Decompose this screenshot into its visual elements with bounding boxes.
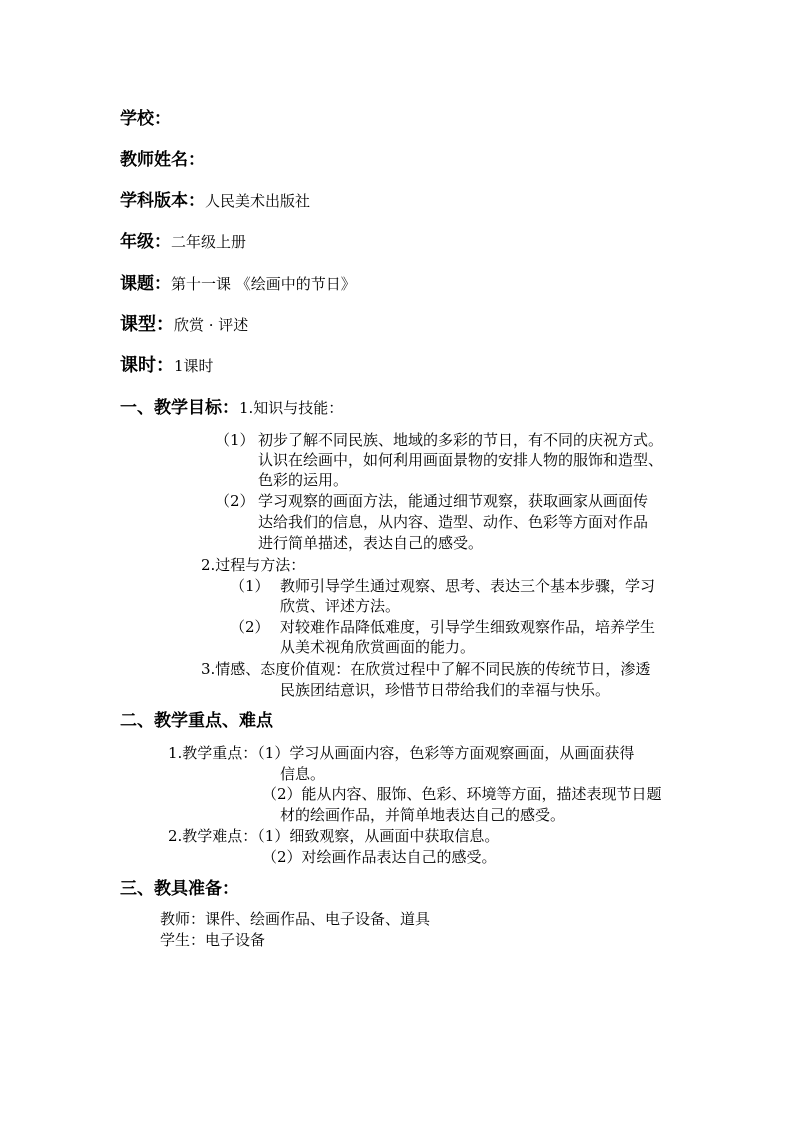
topic-label: 课题：: [120, 274, 171, 294]
teacher-name-label: 教师姓名：: [120, 150, 205, 170]
s1-item1-line2: 认识在绘画中，如何利用画面景物的安排人物的服饰和造型、: [258, 451, 664, 469]
s1-item1-line3: 色彩的运用。: [258, 471, 349, 489]
s1-item1-line1: 初步了解不同民族、地域的多彩的节日，有不同的庆祝方式。: [258, 431, 664, 449]
edition-row: [120, 192, 310, 210]
s1-item2-line3: 进行简单描述，表达自己的感受。: [258, 534, 484, 552]
school-label: 学校：: [120, 109, 171, 129]
hours-label: 课时：: [120, 355, 174, 376]
hours-row: [120, 357, 214, 375]
s1-item2-line1: 学习观察的画面方法，能通过细节观察，获取画家从画面传: [258, 492, 649, 510]
type-row: [120, 316, 248, 334]
student-materials: 学生：电子设备: [160, 931, 266, 949]
knowledge-skills-title: 1.知识与技能：: [239, 399, 344, 417]
grade-label: 年级：: [120, 232, 171, 252]
attitude-line2: 民族团结意识，珍惜节日带给我们的幸福与快乐。: [280, 681, 611, 699]
hours-value: 1课时: [174, 357, 214, 375]
topic-value: 第十一课 《绘画中的节日》: [171, 275, 356, 293]
key-point-line4: 材的绘画作品，并简单地表达自己的感受。: [280, 806, 566, 824]
difficult-point-line2: （2）对绘画作品表达自己的感受。: [262, 848, 497, 866]
edition-label: 学科版本：: [120, 191, 205, 211]
attitude-line1: 3.情感、态度价值观：在欣赏过程中了解不同民族的传统节日，渗透: [201, 660, 651, 678]
objectives-title: 一、教学目标：: [120, 398, 239, 418]
grade-value: 二年级上册: [171, 233, 247, 251]
teacher-materials: 教师：课件、绘画作品、电子设备、道具: [160, 910, 431, 928]
key-difficult-title: 二、教学重点、难点: [120, 711, 273, 731]
materials-title: 三、教具准备：: [120, 879, 239, 899]
difficult-point-line1: 2.教学难点：（1）细致观察，从画面中获取信息。: [168, 827, 500, 845]
key-point-line3: （2）能从内容、服饰、色彩、环境等方面，描述表现节日题: [262, 785, 662, 803]
key-point-line1: 1.教学重点：（1）学习从画面内容，色彩等方面观察画面，从画面获得: [168, 744, 635, 762]
edition-value: 人民美术出版社: [205, 192, 311, 210]
s1-item1-number: （1）: [215, 431, 255, 449]
key-point-line2: 信息。: [280, 765, 326, 783]
type-value: 欣赏 · 评述: [174, 316, 249, 334]
grade-row: [120, 233, 246, 251]
objectives-heading-row: [120, 399, 343, 417]
process-method-title: 2.过程与方法：: [201, 556, 306, 574]
type-label: 课型：: [120, 314, 174, 335]
s2-item1-line2: 欣赏、评述方法。: [280, 597, 401, 615]
s1-item2-line2: 达给我们的信息，从内容、造型、动作、色彩等方面对作品: [258, 513, 649, 531]
s2-item2-line2: 从美术视角欣赏画面的能力。: [280, 638, 476, 656]
s2-item2-line1: 对较难作品降低难度，引导学生细致观察作品，培养学生: [280, 618, 656, 636]
s2-item1-number: （1）: [230, 577, 270, 595]
s2-item1-line1: 教师引导学生通过观察、思考、表达三个基本步骤，学习: [280, 577, 656, 595]
s2-item2-number: （2）: [230, 618, 270, 636]
s1-item2-number: （2）: [215, 492, 255, 510]
topic-row: [120, 275, 356, 293]
